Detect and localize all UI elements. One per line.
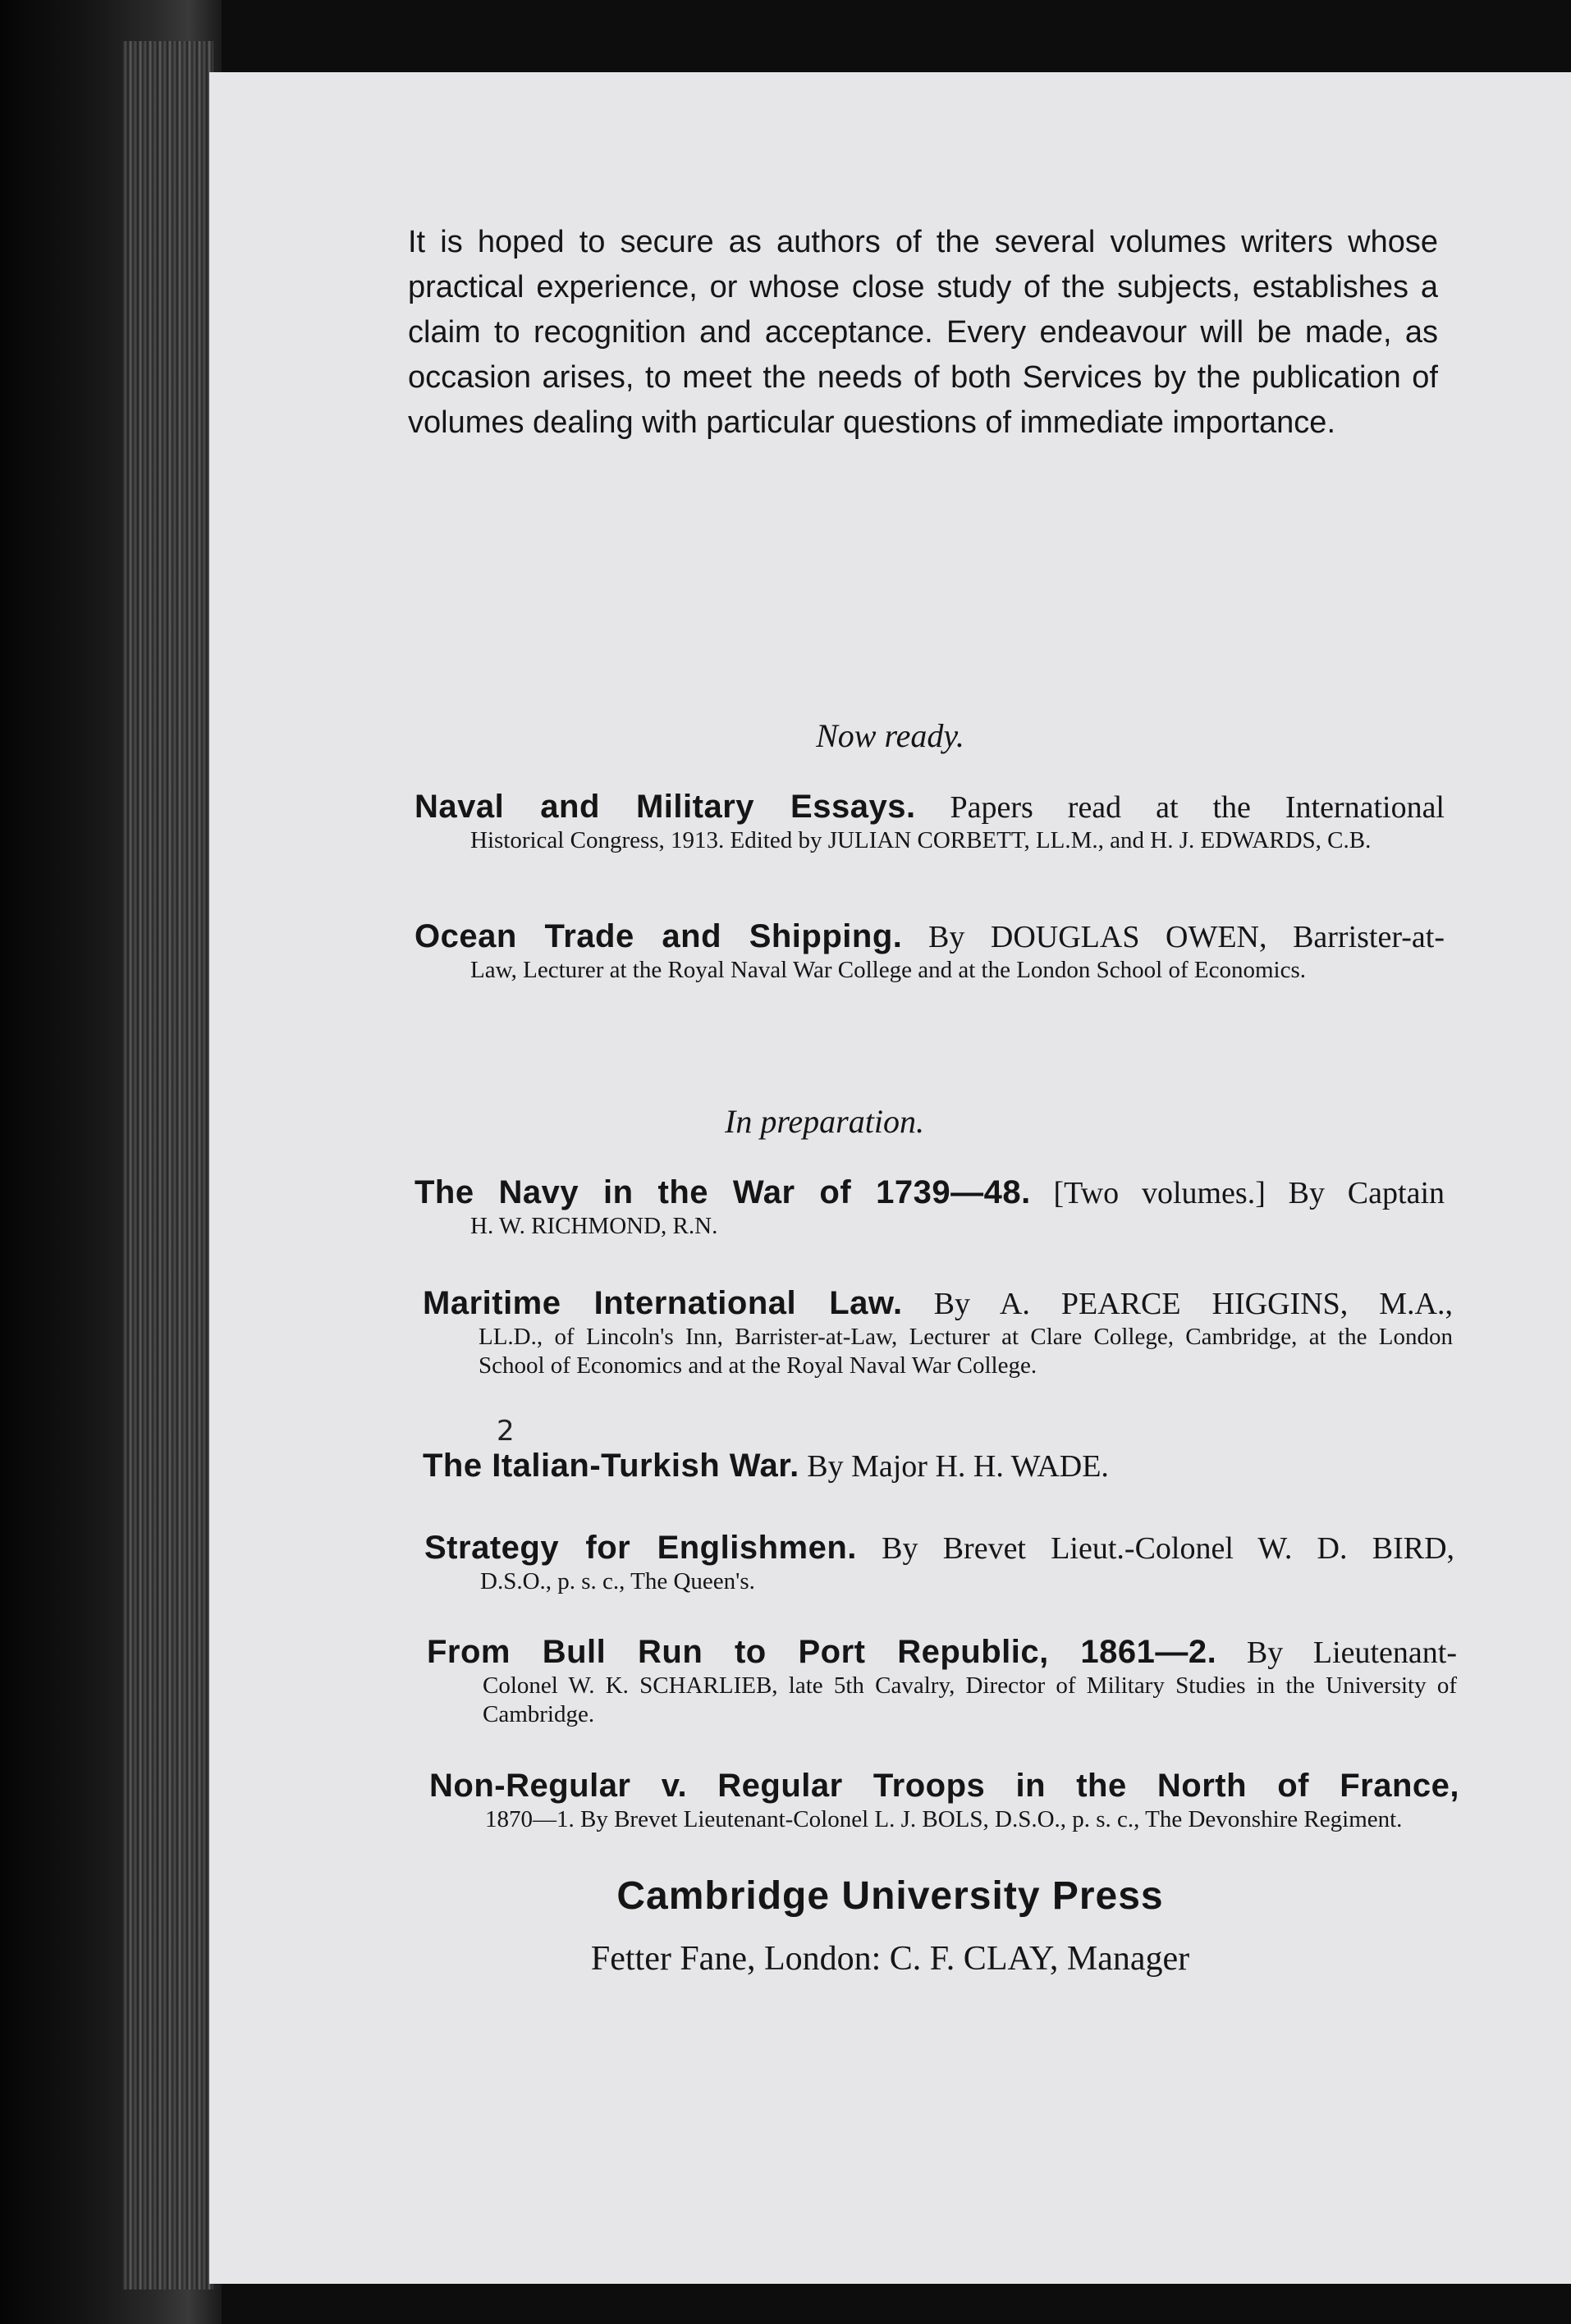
handwritten-annotation: 2 (497, 1415, 515, 1448)
book-entry (423, 1447, 1453, 1485)
book-page (209, 72, 1571, 2284)
publisher-address: Fetter Fane, London: C. F. CLAY, Manager (590, 1940, 1190, 1978)
entry-title: The Navy in the War of 1739—48. (415, 1174, 1031, 1210)
entry-details: D.S.O., p. s. c., The Queen's. (480, 1568, 755, 1594)
entry-title: Strategy for Englishmen. (424, 1530, 857, 1566)
book-entry (415, 788, 1445, 855)
book-entry (415, 917, 1445, 985)
entry-byline: By Major H. H. WADE. (799, 1449, 1109, 1484)
entry-details: Historical Congress, 1913. Edited by JULIAN CORBETT, LL.M., and H. J. EDWARDS, C.B. (470, 827, 1372, 853)
book-entry (427, 1633, 1457, 1729)
entry-title: The Italian-Turkish War. (423, 1448, 799, 1484)
entry-details: LL.D., of Lincoln's Inn, Barrister-at-Law, Lecturer at Clare College, Cambridge, at the London School of Economics and at the Royal Naval War College. (479, 1324, 1453, 1379)
entry-details: Law, Lecturer at the Royal Naval War College and at the London School of Economics. (470, 957, 1306, 983)
page-edges (123, 41, 213, 2290)
now-ready-heading: Now ready. (816, 717, 964, 754)
entry-byline: Papers read at the International (915, 790, 1445, 825)
intro-paragraph: It is hoped to secure as authors of the several volumes writers whose practical experience, or whose close study of the subjects, establishes a claim to recognition and acceptance. Every endeavour will be made, as occasion arises, to meet the needs of both Services by the publication of volumes dealing with particular questions of immediate importance. (408, 225, 1438, 440)
book-entry (415, 1173, 1445, 1241)
entry-details: Colonel W. K. SCHARLIEB, late 5th Cavalry, Director of Military Studies in the University of Cambridge. (483, 1672, 1457, 1727)
publisher-name: Cambridge University Press (616, 1874, 1164, 1918)
book-entry (429, 1767, 1459, 1834)
entry-title: Non-Regular v. Regular Troops in the North of France, (429, 1768, 1459, 1804)
entry-details: H. W. RICHMOND, R.N. (470, 1213, 718, 1239)
entry-details: 1870—1. By Brevet Lieutenant-Colonel L. J. BOLS, D.S.O., p. s. c., The Devonshire Regiment. (485, 1806, 1403, 1832)
entry-title: Maritime International Law. (423, 1285, 903, 1321)
entry-byline: By DOUGLAS OWEN, Barrister-at- (902, 920, 1445, 954)
entry-byline: By A. PEARCE HIGGINS, M.A., (902, 1287, 1453, 1321)
book-entry (424, 1529, 1454, 1596)
entry-byline: By Lieutenant- (1216, 1635, 1457, 1670)
entry-byline: [Two volumes.] By Captain (1030, 1176, 1445, 1210)
entry-title: From Bull Run to Port Republic, 1861—2. (427, 1634, 1217, 1670)
in-preparation-heading: In preparation. (725, 1103, 924, 1140)
entry-title: Ocean Trade and Shipping. (415, 918, 903, 954)
entry-title: Naval and Military Essays. (415, 789, 916, 825)
page-content (209, 72, 1571, 2284)
entry-byline: By Brevet Lieut.-Colonel W. D. BIRD, (856, 1531, 1455, 1566)
book-entry (423, 1284, 1453, 1380)
